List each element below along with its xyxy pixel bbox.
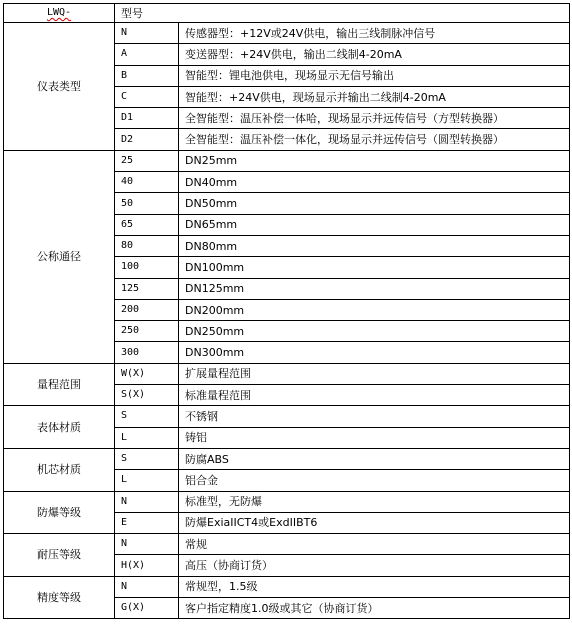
category-label: 公称通径 [4,150,115,363]
table-row [4,150,570,171]
option-description: DN100mm [179,257,570,278]
option-code: N [115,491,179,512]
option-description: DN80mm [179,235,570,256]
option-description: DN125mm [179,278,570,299]
category-label: 机芯材质 [4,448,115,491]
option-code: A [115,44,179,65]
table-row [4,363,570,384]
option-code: E [115,512,179,533]
option-code: H(X) [115,555,179,576]
option-code: S [115,448,179,469]
option-description: DN200mm [179,299,570,320]
header-label: 型号 [115,4,570,23]
option-code: 50 [115,193,179,214]
header-row [4,4,570,23]
option-code: 65 [115,214,179,235]
category-label: 表体材质 [4,406,115,449]
model-prefix: LWQ- [4,4,115,23]
option-description: 不锈钢 [179,406,570,427]
option-description: 标准量程范围 [179,385,570,406]
option-code: 300 [115,342,179,363]
option-code: 25 [115,150,179,171]
option-description: 高压（协商订货） [179,555,570,576]
option-description: 防爆ExiaIICT4或ExdIIBT6 [179,512,570,533]
option-code: 40 [115,172,179,193]
option-code: D2 [115,129,179,150]
category-label: 耐压等级 [4,534,115,577]
option-code: D1 [115,108,179,129]
option-code: S [115,406,179,427]
option-code: N [115,23,179,44]
table-row [4,491,570,512]
option-description: DN65mm [179,214,570,235]
table-row [4,406,570,427]
option-code: G(X) [115,598,179,619]
option-code: 125 [115,278,179,299]
option-description: 常规型，1.5级 [179,576,570,597]
option-description: 防腐ABS [179,448,570,469]
category-label: 量程范围 [4,363,115,406]
option-code: N [115,576,179,597]
option-description: 智能型：锂电池供电，现场显示无信号输出 [179,65,570,86]
option-description: 扩展量程范围 [179,363,570,384]
option-description: 传感器型：+12V或24V供电，输出三线制脉冲信号 [179,23,570,44]
option-description: DN250mm [179,321,570,342]
option-code: C [115,86,179,107]
model-selection-table [3,3,570,619]
option-description: 客户指定精度1.0级或其它（协商订货） [179,598,570,619]
option-description: DN40mm [179,172,570,193]
option-code: L [115,427,179,448]
table-row [4,576,570,597]
option-code: 200 [115,299,179,320]
category-label: 防爆等级 [4,491,115,534]
option-code: L [115,470,179,491]
option-code: N [115,534,179,555]
category-label: 精度等级 [4,576,115,619]
option-description: DN25mm [179,150,570,171]
category-label: 仪表类型 [4,23,115,151]
option-description: 全智能型：温压补偿一体化，现场显示并远传信号（圆型转换器） [179,129,570,150]
option-description: 全智能型：温压补偿一体哈，现场显示并远传信号（方型转换器） [179,108,570,129]
option-code: S(X) [115,385,179,406]
option-description: 铸铝 [179,427,570,448]
option-description: 铝合金 [179,470,570,491]
option-code: 80 [115,235,179,256]
table-row [4,534,570,555]
option-code: B [115,65,179,86]
option-description: DN50mm [179,193,570,214]
option-description: 智能型：+24V供电，现场显示并输出二线制4-20mA [179,86,570,107]
option-code: 100 [115,257,179,278]
option-description: DN300mm [179,342,570,363]
table-row [4,448,570,469]
option-description: 常规 [179,534,570,555]
option-code: W(X) [115,363,179,384]
option-code: 250 [115,321,179,342]
table-row [4,23,570,44]
option-description: 变送器型：+24V供电，输出二线制4-20mA [179,44,570,65]
option-description: 标准型，无防爆 [179,491,570,512]
